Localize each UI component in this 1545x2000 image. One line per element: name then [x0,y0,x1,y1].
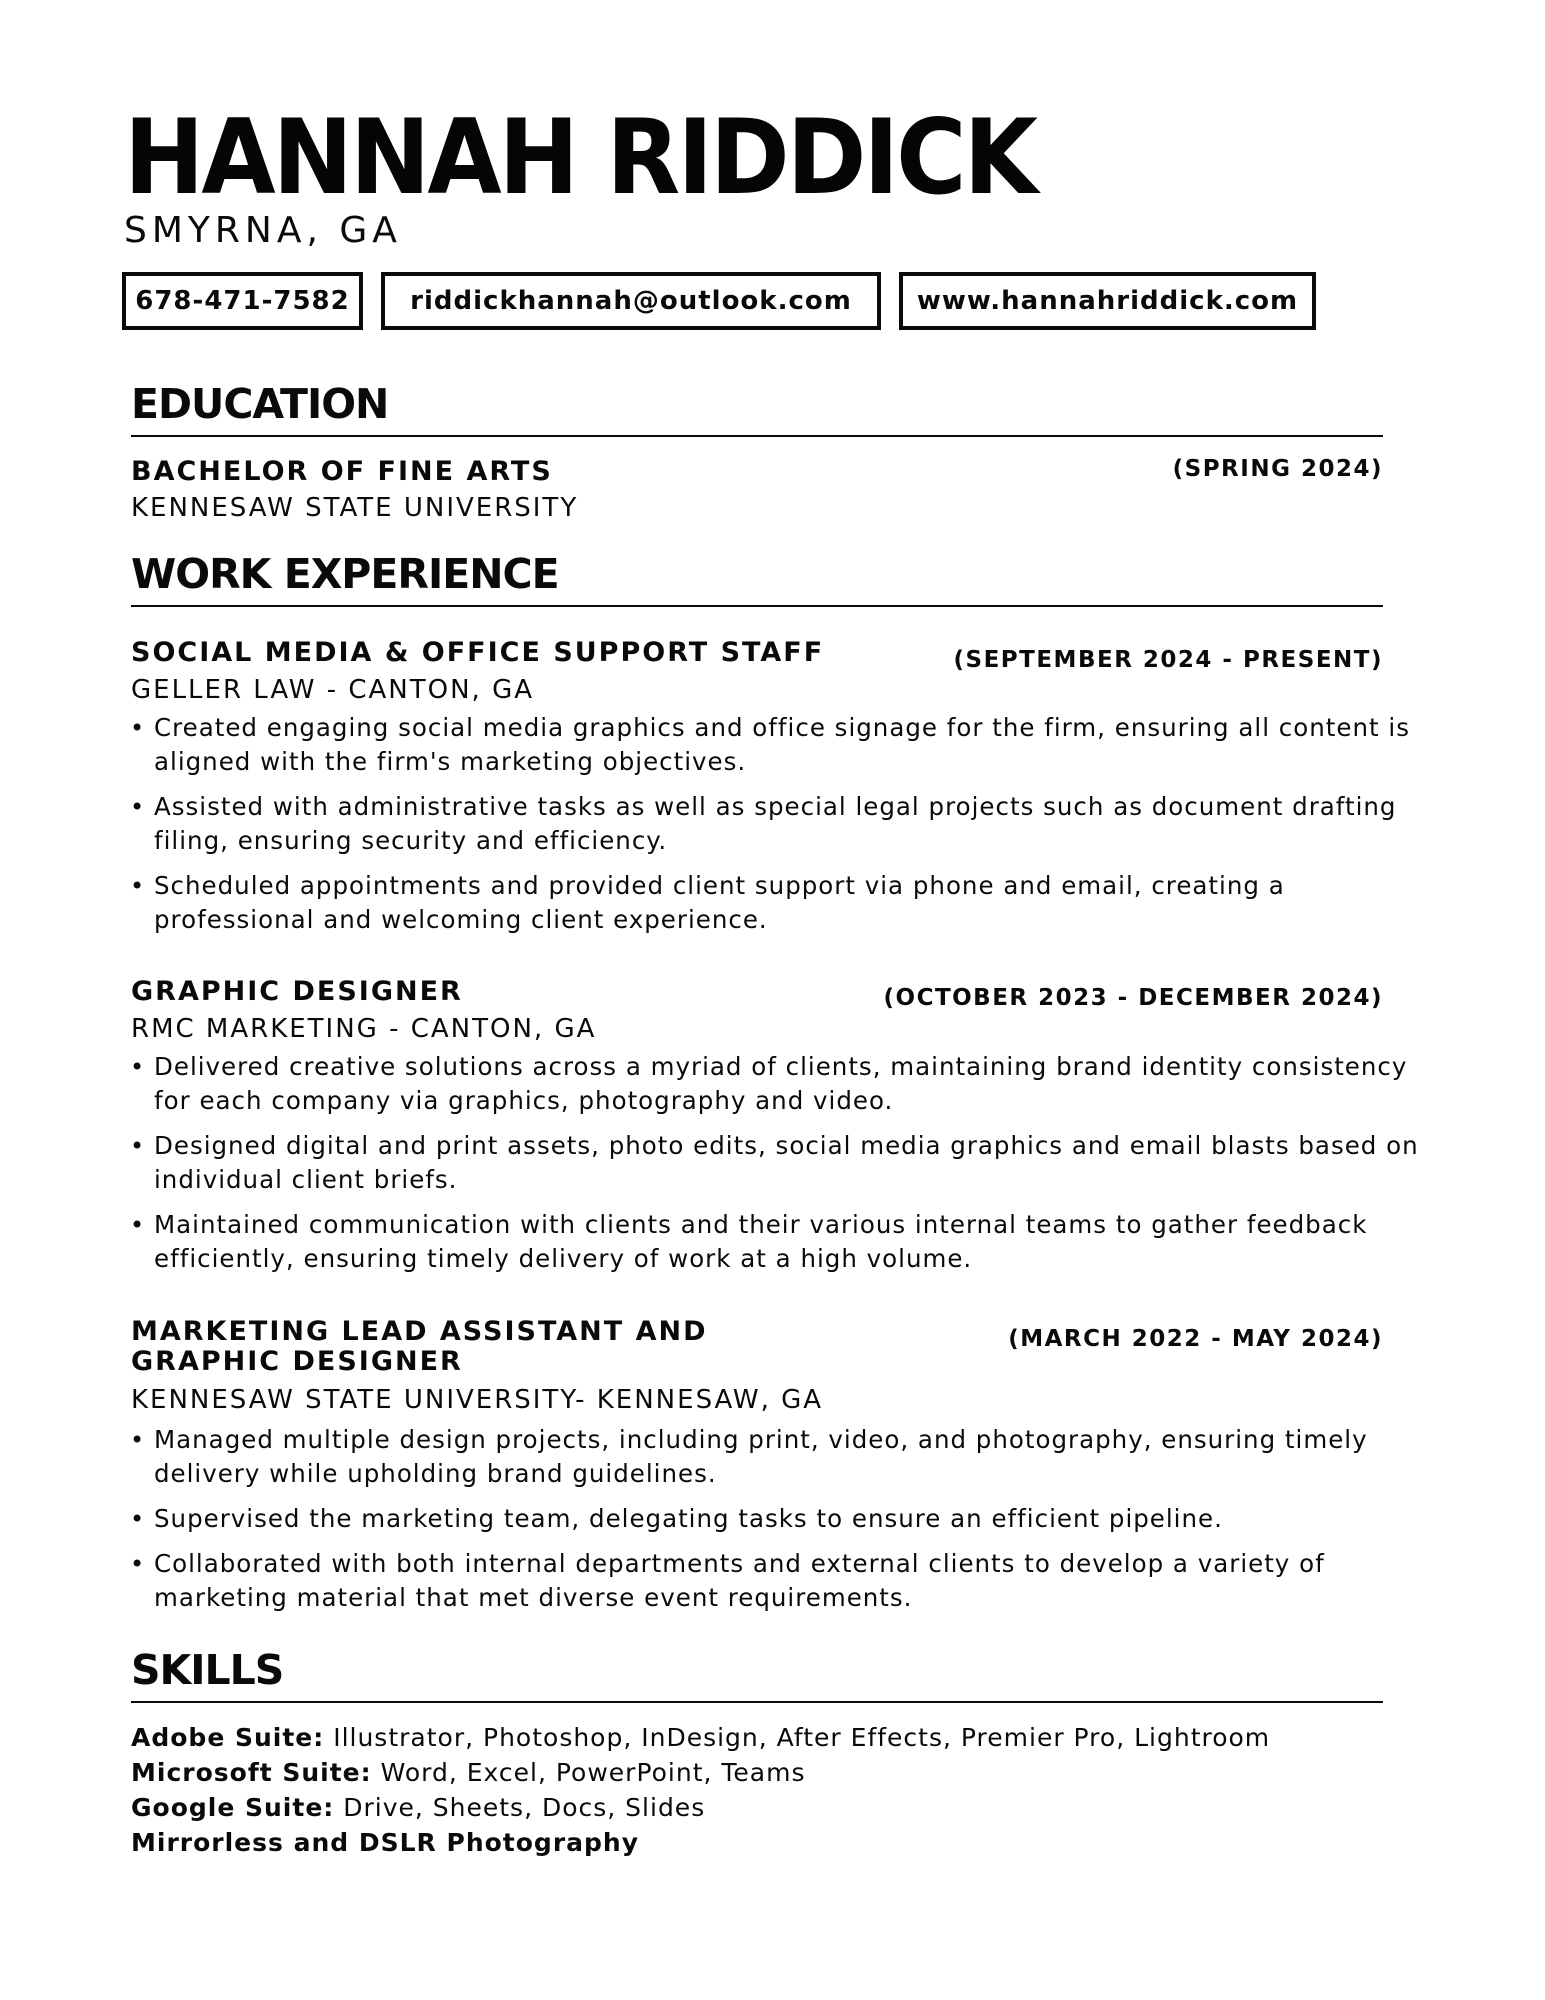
skills-list [131,1720,1270,1860]
job-2-bullets [130,1050,1440,1287]
skill-value: Word, Excel, PowerPoint, Teams [371,1758,806,1787]
list-item: • Managed multiple design projects, including print, video, and photography, ensuring timely delivery while upholding brand guidelines. [130,1423,1440,1491]
skill-value: Illustrator, Photoshop, InDesign, After Effects, Premier Pro, Lightroom [324,1723,1271,1752]
skill-label: Microsoft Suite: [131,1758,372,1787]
job-2-date: (OCTOBER 2023 - DECEMBER 2024) [883,985,1383,1011]
work-experience-heading: WORK EXPERIENCE [131,550,559,598]
candidate-name: HANNAH RIDDICK [124,96,1035,218]
list-item: • Delivered creative solutions across a myriad of clients, maintaining brand identity consistency for each company via graphics, photography and video. [130,1050,1440,1118]
skill-value: Drive, Sheets, Docs, Slides [334,1793,706,1822]
website-box[interactable]: www.hannahriddick.com [899,272,1316,330]
job-3-bullets [130,1423,1440,1626]
skill-label: Google Suite: [131,1793,335,1822]
job-3-date: (MARCH 2022 - MAY 2024) [1008,1326,1383,1352]
list-item: • Collaborated with both internal departments and external clients to develop a variety of marketing material that met diverse event requirements. [130,1547,1440,1615]
job-1-title: SOCIAL MEDIA & OFFICE SUPPORT STAFF [131,637,825,668]
skill-line [131,1825,1270,1860]
education-date: (SPRING 2024) [1172,456,1383,482]
list-item: • Maintained communication with clients and their various internal teams to gather feedback efficiently, ensuring timely delivery of work at a high volume. [130,1208,1440,1276]
education-heading: EDUCATION [131,380,389,428]
job-3-title-line-1: MARKETING LEAD ASSISTANT AND [131,1316,708,1347]
list-item: • Supervised the marketing team, delegating tasks to ensure an efficient pipeline. [130,1502,1440,1536]
skill-label: Mirrorless and DSLR Photography [131,1828,640,1857]
work-experience-divider [131,605,1383,607]
job-3-title-line-2: GRAPHIC DESIGNER [131,1346,463,1377]
job-2-title: GRAPHIC DESIGNER [131,976,463,1007]
education-school: KENNESAW STATE UNIVERSITY [131,493,579,523]
education-divider [131,435,1383,437]
education-degree: BACHELOR OF FINE ARTS [131,456,553,487]
job-1-date: (SEPTEMBER 2024 - PRESENT) [953,647,1383,673]
list-item: • Created engaging social media graphics and office signage for the firm, ensuring all content is aligned with the firm's marketing objectives. [130,711,1440,779]
job-3-company: KENNESAW STATE UNIVERSITY- KENNESAW, GA [131,1385,824,1415]
skill-label: Adobe Suite: [131,1723,325,1752]
skill-line [131,1720,1270,1755]
job-2-company: RMC MARKETING - CANTON, GA [131,1014,597,1044]
skill-line [131,1790,1270,1825]
phone-box[interactable]: 678-471-7582 [122,272,363,330]
email-box[interactable]: riddickhannah@outlook.com [381,272,881,330]
skills-heading: SKILLS [131,1646,284,1694]
skills-divider [131,1701,1383,1703]
list-item: • Scheduled appointments and provided client support via phone and email, creating a professional and welcoming client experience. [130,869,1440,937]
job-1-bullets [130,711,1440,948]
job-1-company: GELLER LAW - CANTON, GA [131,675,535,705]
candidate-location: SMYRNA, GA [124,210,402,251]
list-item: • Designed digital and print assets, photo edits, social media graphics and email blasts based on individual client briefs. [130,1129,1440,1197]
skill-line [131,1755,1270,1790]
list-item: • Assisted with administrative tasks as well as special legal projects such as document drafting filing, ensuring security and efficiency. [130,790,1440,858]
